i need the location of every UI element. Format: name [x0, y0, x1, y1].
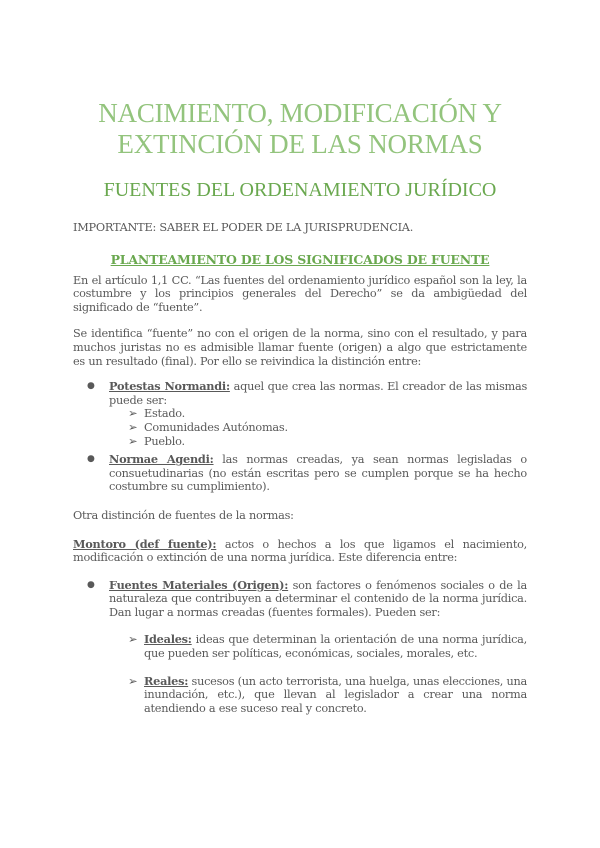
term-reales: Reales:	[144, 673, 189, 688]
term-normae: Normae Agendi:	[109, 452, 214, 467]
reales-text: sucesos (un acto terrorista, una huelga, unas elecciones, una inundación, etc.), que llevan al legislador a crear una norma atendiendo a ese suceso real y concreto.	[144, 674, 527, 715]
section-heading: PLANTEAMIENTO DE LOS SIGNIFICADOS DE FUENTE	[110, 251, 490, 267]
paragraph-articulo: En el artículo 1,1 CC. “Las fuentes del ordenamiento jurídico español son la ley, la costumbre y los principios generales del Derecho” se da ambigüedad del significado de “fuente”.	[73, 273, 527, 314]
paragraph-distincion: Se identifica “fuente” no con el origen de la norma, sino con el resultado, y para muchos juristas no es admisible llamar fuente (origen) a algo que estrictamente es un resultado (final). Por ello se reivindica la distinción entre:	[73, 327, 527, 368]
arrow-icon: ➢	[128, 633, 138, 647]
list-item-potestas	[73, 380, 527, 448]
document-subtitle: FUENTES DEL ORDENAMIENTO JURÍDICO	[103, 179, 497, 201]
subitem-label: Comunidades Autónomas.	[144, 420, 288, 434]
important-note: IMPORTANTE: SABER EL PODER DE LA JURISPRUDENCIA.	[73, 221, 414, 234]
term-potestas: Potestas Normandi:	[109, 379, 230, 394]
normae-text: las normas creadas, ya sean normas legisladas o consuetudinarias (no están escritas pero se cumplen porque se ha hecho costumbre su cumplimiento).	[109, 453, 527, 494]
term-montoro: Montoro (def fuente):	[73, 536, 217, 551]
list-item-normae	[73, 453, 527, 494]
term-ideales: Ideales:	[144, 632, 192, 647]
arrow-icon: ➢	[128, 674, 138, 688]
subitem-comunidades	[109, 421, 527, 435]
subitem-reales	[73, 675, 527, 716]
subitem-pueblo	[109, 435, 527, 449]
subitem-ideales	[73, 633, 527, 660]
subitem-label: Pueblo.	[144, 434, 185, 448]
arrow-icon: ➢	[128, 420, 138, 434]
document-body	[73, 221, 527, 715]
montoro-text: actos o hechos a los que ligamos el nacimiento, modificación o extinción de una norma jurídica. Este diferencia entre:	[73, 537, 528, 565]
subitem-label: Estado.	[144, 407, 185, 421]
list-item-fuentes-materiales	[73, 579, 527, 620]
fuentes-materiales-text: son factores o fenómenos sociales o de la naturaleza que contribuyen a determinar el contenido de la norma jurídica. Dan lugar a normas creadas (fuentes formales). Pueden ser:	[109, 578, 527, 619]
paragraph-montoro	[73, 538, 527, 565]
ideales-text: ideas que determinan la orientación de una norma jurídica, que pueden ser políticas, económicas, sociales, morales, etc.	[144, 633, 527, 661]
arrow-icon: ➢	[128, 407, 138, 421]
bullet-icon: ●	[87, 381, 95, 392]
paragraph-otra-distincion: Otra distinción de fuentes de la normas:	[73, 508, 294, 522]
potestas-text: aquel que crea las normas. El creador de las mismas puede ser:	[109, 380, 528, 407]
term-fuentes-materiales: Fuentes Materiales (Origen):	[109, 577, 289, 592]
bullet-icon: ●	[87, 579, 95, 590]
document-title: NACIMIENTO, MODIFICACIÓN Y EXTINCIÓN DE LAS NORMAS	[98, 98, 502, 159]
subitem-estado	[109, 407, 527, 421]
arrow-icon: ➢	[128, 434, 138, 448]
bullet-icon: ●	[87, 454, 95, 465]
